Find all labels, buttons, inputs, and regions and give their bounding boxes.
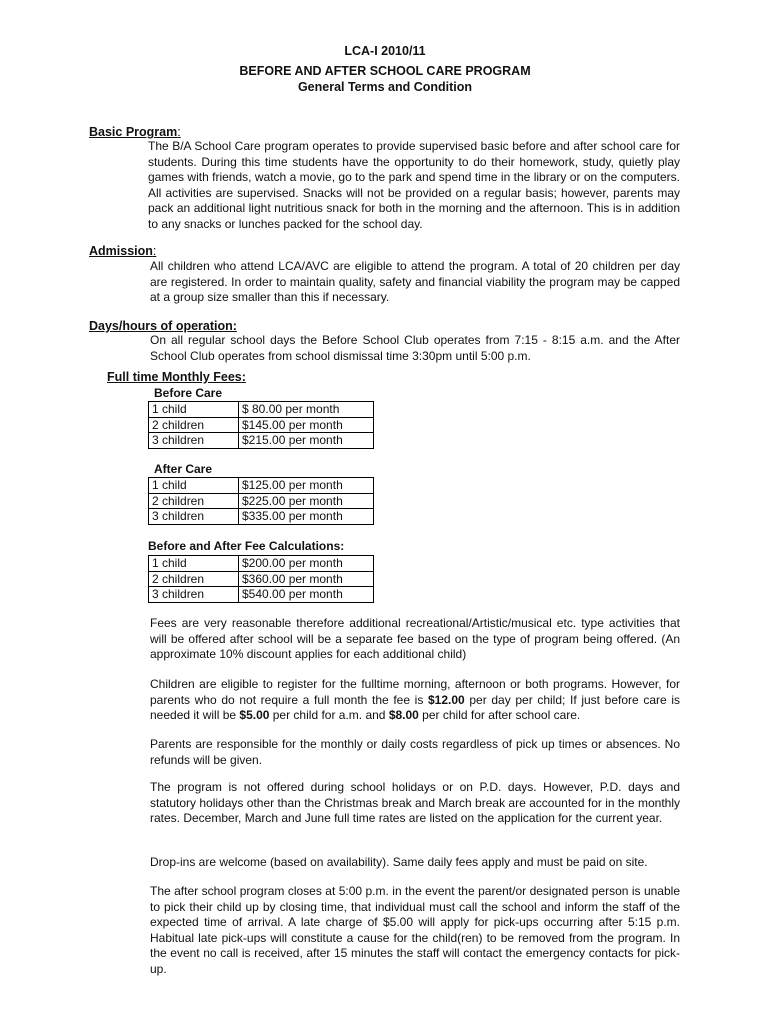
before-after-fee-table bbox=[148, 555, 374, 603]
fee-label: 2 children bbox=[149, 417, 239, 433]
basic-program-title: Basic Program bbox=[89, 125, 178, 139]
table-row bbox=[149, 493, 374, 509]
table-row bbox=[149, 571, 374, 587]
before-after-fee-title: Before and After Fee Calculations: bbox=[148, 539, 345, 553]
doc-title-line3: General Terms and Condition bbox=[297, 80, 473, 94]
fee-label: 2 children bbox=[149, 493, 239, 509]
table-row bbox=[149, 402, 374, 418]
fee-amount: $125.00 per month bbox=[239, 478, 374, 494]
admission-text: All children who attend LCA/AVC are eligible to attend the program. A total of 20 children per day are registered. In order to maintain quality, safety and financial viability the program may be capped at a group size smaller than this if necessary. bbox=[150, 259, 680, 304]
admission-heading bbox=[89, 244, 156, 258]
admission-title: Admission bbox=[89, 244, 153, 258]
table-row bbox=[149, 433, 374, 449]
days-hours-heading: Days/hours of operation: bbox=[89, 319, 237, 333]
table-row bbox=[149, 509, 374, 525]
responsibility-paragraph: Parents are responsible for the monthly or daily costs regardless of pick up times or absences. No refunds will be given. bbox=[150, 737, 680, 767]
fee-amount: $540.00 per month bbox=[239, 587, 374, 603]
doc-title-line2: BEFORE AND AFTER SCHOOL CARE PROGRAM bbox=[239, 64, 531, 78]
pm-fee-amount: $8.00 bbox=[388, 708, 419, 722]
monthly-fees-colon: : bbox=[241, 370, 246, 384]
fee-label: 1 child bbox=[149, 556, 239, 572]
fee-label: 3 children bbox=[149, 509, 239, 525]
basic-program-colon: : bbox=[177, 125, 181, 139]
basic-program-text: The B/A School Care program operates to provide supervised basic before and after school care for students. During this time students have the opportunity to do their homework, study, quietly play games with friends, watch a movie, go to the park and spend time in the library or on the computers. All activities are supervised. Snacks will not be provided on a regular basis; however, parents may pack an additional light nutritious snack for both in the morning and the afternoon. This is in addition to any snacks or lunches packed for the school day. bbox=[148, 139, 680, 231]
fee-amount: $215.00 per month bbox=[239, 433, 374, 449]
registration-paragraph bbox=[150, 677, 680, 724]
monthly-fees-title: Full time Monthly Fees bbox=[107, 370, 242, 384]
registration-text-a: Children are eligible to register for the fulltime morning, afternoon or both programs. However, for parents who do not require a full month the fee is bbox=[150, 677, 680, 707]
registration-text-c: per child for a.m. and bbox=[269, 708, 389, 722]
table-row bbox=[149, 478, 374, 494]
fee-amount: $145.00 per month bbox=[239, 417, 374, 433]
holidays-paragraph: The program is not offered during school holidays or on P.D. days. However, P.D. days and statutory holidays other than the Christmas break and March break are accounted for in the monthly rates. December, March and June full time rates are listed on the application for the current year. bbox=[150, 780, 680, 825]
table-row bbox=[149, 556, 374, 572]
fee-label: 1 child bbox=[149, 402, 239, 418]
fee-label: 3 children bbox=[149, 433, 239, 449]
fee-amount: $335.00 per month bbox=[239, 509, 374, 525]
table-row bbox=[149, 587, 374, 603]
before-care-table bbox=[148, 401, 374, 449]
am-fee-amount: $5.00 bbox=[239, 708, 270, 722]
registration-text-d: per child for after school care. bbox=[418, 708, 581, 722]
drop-ins-paragraph: Drop-ins are welcome (based on availability). Same daily fees apply and must be paid on site. bbox=[150, 855, 648, 869]
basic-program-heading bbox=[89, 125, 181, 139]
monthly-fees-heading bbox=[107, 370, 246, 384]
days-hours-text: On all regular school days the Before School Club operates from 7:15 - 8:15 a.m. and the After School Club operates from school dismissal time 3:30pm until 5:00 p.m. bbox=[150, 333, 680, 363]
fee-label: 1 child bbox=[149, 478, 239, 494]
after-care-table bbox=[148, 477, 374, 525]
fee-amount: $225.00 per month bbox=[239, 493, 374, 509]
fee-amount: $200.00 per month bbox=[239, 556, 374, 572]
fee-amount: $ 80.00 per month bbox=[239, 402, 374, 418]
registration-text-b: per day per child; If just before care is needed it will be bbox=[150, 692, 680, 722]
late-pickup-paragraph: The after school program closes at 5:00 p.m. in the event the parent/or designated person is unable to pick their child up by closing time, that individual must call the school and inform the staff of the expected time of arrival. A late charge of $5.00 will apply for pick-ups occurring after 5:15 p.m. Habitual late pick-ups will constitute a cause for the child(ren) to be removed from the program. In the event no call is received, after 15 minutes the staff will contact the emergency contacts for pick-up. bbox=[150, 884, 680, 976]
doc-title-line1: LCA-I 2010/11 bbox=[344, 44, 426, 58]
before-care-title: Before Care bbox=[154, 386, 223, 400]
fee-amount: $360.00 per month bbox=[239, 571, 374, 587]
fee-label: 3 children bbox=[149, 587, 239, 603]
after-care-title: After Care bbox=[154, 462, 213, 476]
admission-colon: : bbox=[152, 244, 157, 258]
daily-fee-amount: $12.00 bbox=[428, 692, 465, 707]
fees-note-paragraph: Fees are very reasonable therefore additional recreational/Artistic/musical etc. type activities that will be offered after school will be a separate fee based on the type of program being offered. (An approximate 10% discount applies for each additional child) bbox=[150, 616, 680, 661]
fee-label: 2 children bbox=[149, 571, 239, 587]
table-row bbox=[149, 417, 374, 433]
